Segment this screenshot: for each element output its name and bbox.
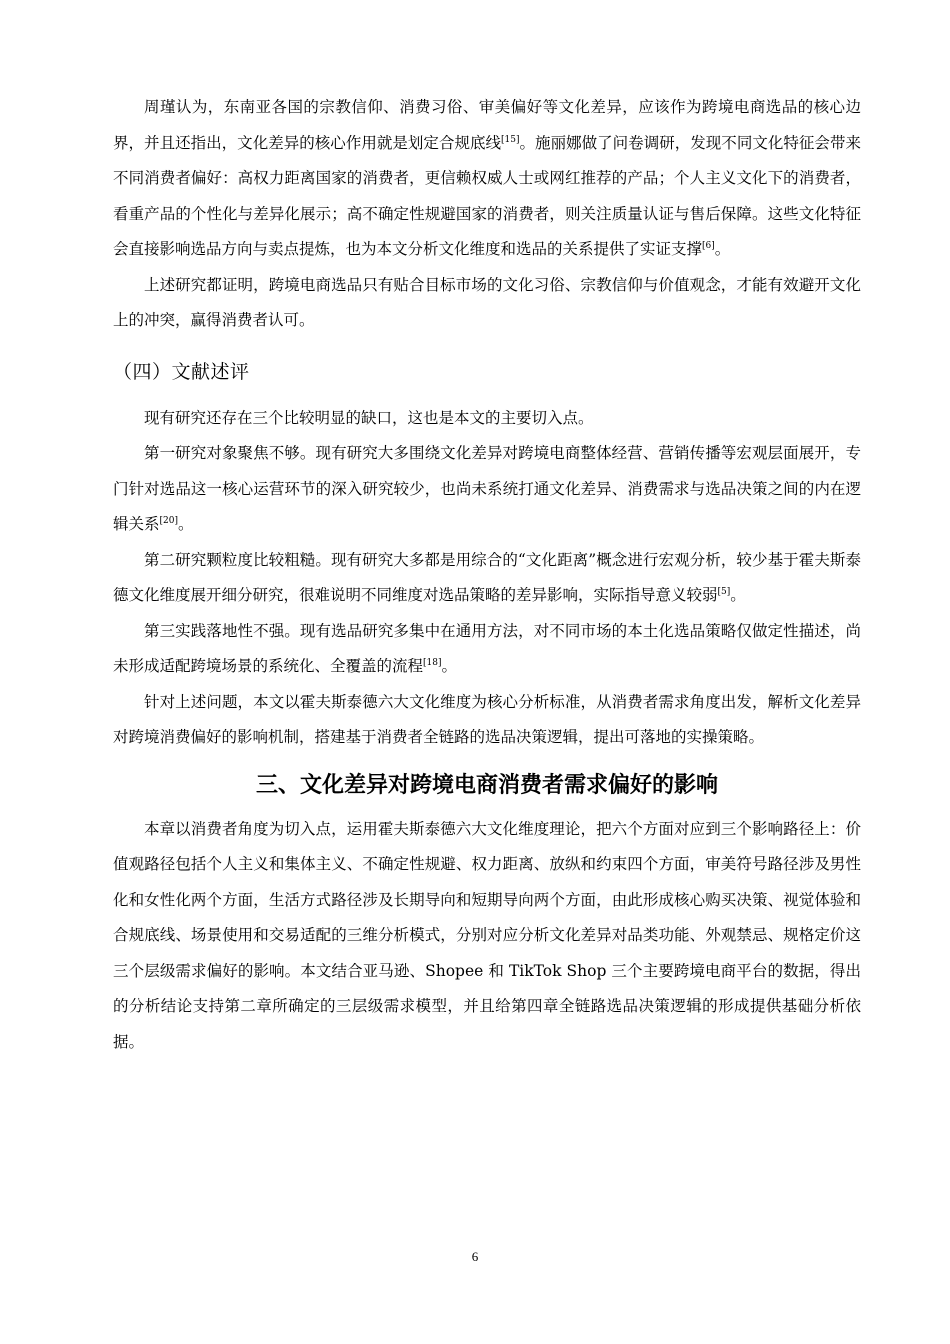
- citation-marker: [20]: [159, 515, 178, 526]
- body-paragraph: [113, 812, 861, 1061]
- literature-review-continuation: [113, 90, 861, 339]
- paragraph-text: 。: [441, 657, 458, 675]
- paragraph-text: 周瑾认为，东南亚各国的宗教信仰、消费习俗、审美偏好等文化差异，应该作为跨境电商选品的核心边界，并且还指出，文化差异的核心作用就是划定合规底线: [113, 98, 861, 152]
- body-paragraph: [113, 268, 861, 339]
- paragraph-text: 。: [730, 586, 746, 604]
- paragraph-text: 第一研究对象聚焦不够。现有研究大多围绕文化差异对跨境电商整体经营、营销传播等宏观层面展开，专门针对选品这一核心运营环节的深入研究较少，也尚未系统打通文化差异、消费需求与选品决策之间的内在逻辑关系: [113, 444, 861, 533]
- body-paragraph: [113, 543, 861, 614]
- chapter-introduction: [113, 812, 861, 1061]
- chapter-heading: 三、文化差异对跨境电商消费者需求偏好的影响: [255, 772, 718, 798]
- body-paragraph: [113, 436, 861, 543]
- body-paragraph: [113, 90, 861, 268]
- section-heading: （四）文献述评: [113, 360, 250, 383]
- body-paragraph: [113, 614, 861, 685]
- paragraph-text: 。: [178, 515, 194, 533]
- literature-commentary: [113, 401, 861, 756]
- citation-marker: [6]: [702, 240, 715, 251]
- paragraph-text: 上述研究都证明，跨境电商选品只有贴合目标市场的文化习俗、宗教信仰与价值观念，才能有效避开文化上的冲突，赢得消费者认可。: [113, 275, 861, 329]
- paragraph-text: 。施丽娜做了问卷调研，发现不同文化特征会带来不同消费者偏好：高权力距离国家的消费者，更信赖权威人士或网红推荐的产品；个人主义文化下的消费者，看重产品的个性化与差异化展示；高不确定性规避国家的消费者，则关注质量认证与售后保障。这些文化特征会直接影响选品方向与卖点提炼，也为本文分析文化维度和选品的关系提供了实证支撑: [113, 133, 861, 258]
- paragraph-text: 第三实践落地性不强。现有选品研究多集中在通用方法，对不同市场的本土化选品策略仅做定性描述，尚未形成适配跨境场景的系统化、全覆盖的流程: [113, 621, 861, 675]
- page-content: [113, 90, 861, 1060]
- citation-marker: [5]: [717, 586, 731, 597]
- paragraph-text: 现有研究还存在三个比较明显的缺口，这也是本文的主要切入点。: [144, 408, 594, 427]
- body-paragraph: [113, 401, 861, 437]
- citation-marker: [18]: [423, 657, 442, 668]
- paragraph-text: 。: [714, 240, 731, 258]
- body-paragraph: [113, 685, 861, 756]
- paragraph-text: 本章以消费者角度为切入点，运用霍夫斯泰德六大文化维度理论，把六个方面对应到三个影响路径上：价值观路径包括个人主义和集体主义、不确定性规避、权力距离、放纵和约束四个方面，审美符号路径涉及男性化和女性化两个方面，生活方式路径涉及长期导向和短期导向两个方面，由此形成核心购买决策、视觉体验和合规底线、场景使用和交易适配的三维分析模式，分别对应分析文化差异对品类功能、外观禁忌、规格定价这三个层级需求偏好的影响。本文结合亚马逊、Shopee 和 TikTok Shop 三个主要跨境电商平台的数据，得出的分析结论支持第二章所确定的三层级需求模型，并且给第四章全链路选品决策逻辑的形成提供基础分析依据。: [113, 819, 861, 1051]
- page-number: 6: [471, 1249, 479, 1264]
- paragraph-text: 针对上述问题，本文以霍夫斯泰德六大文化维度为核心分析标准，从消费者需求角度出发，解析文化差异对跨境消费偏好的影响机制，搭建基于消费者全链路的选品决策逻辑，提出可落地的实操策略。: [113, 692, 861, 746]
- paragraph-text: 第二研究颗粒度比较粗糙。现有研究大多都是用综合的“文化距离”概念进行宏观分析，较少基于霍夫斯泰德文化维度展开细分研究，很难说明不同维度对选品策略的差异影响，实际指导意义较弱: [113, 550, 861, 604]
- citation-marker: [15]: [501, 134, 520, 145]
